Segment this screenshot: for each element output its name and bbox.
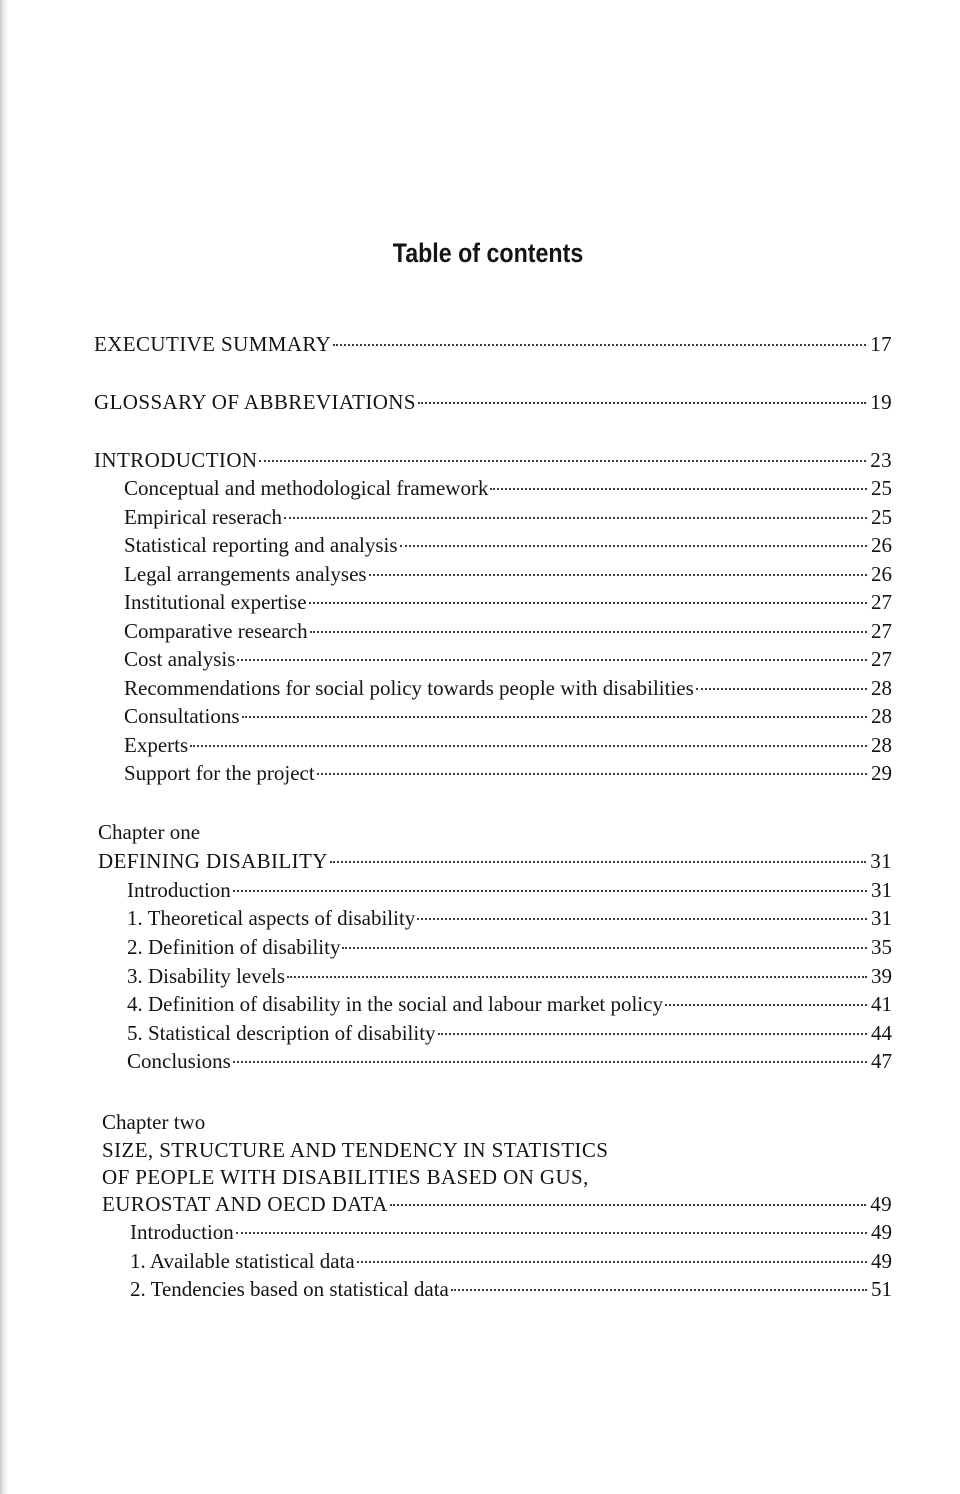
toc-subentry[interactable]	[124, 759, 892, 787]
dot-leader	[490, 488, 867, 490]
toc-page-number: 17	[870, 332, 892, 356]
toc-subentry[interactable]	[124, 503, 892, 531]
toc-entry-label: 3. Disability levels	[127, 964, 286, 988]
dot-leader	[369, 574, 867, 576]
toc-page-number: 35	[871, 935, 892, 959]
toc-entry-label: 1. Available statistical data	[130, 1249, 355, 1273]
toc-entry-glossary[interactable]	[94, 388, 892, 416]
toc-entry-label: Legal arrangements analyses	[124, 562, 367, 586]
toc-entry-label: Experts	[124, 733, 189, 757]
toc-page-number: 49	[871, 1220, 892, 1244]
toc-subentry[interactable]	[124, 588, 892, 616]
toc-page-number: 25	[871, 505, 892, 529]
toc-entry-chapter-heading[interactable]	[102, 1190, 892, 1218]
toc-subentry[interactable]	[124, 531, 892, 559]
toc-entry-label: 5. Statistical description of disability	[127, 1021, 436, 1045]
toc-entry-label: DEFINING DISABILITY	[98, 849, 328, 873]
chapter-label: Chapter one	[98, 820, 201, 844]
toc-page-number: 27	[871, 647, 892, 671]
dot-leader	[236, 1232, 867, 1234]
toc-subentry[interactable]	[127, 1047, 892, 1075]
toc-subentry[interactable]	[130, 1247, 892, 1275]
toc-subentry[interactable]	[124, 674, 892, 702]
toc-subentry[interactable]	[124, 731, 892, 759]
chapter-heading-line: OF PEOPLE WITH DISABILITIES BASED ON GUS,	[102, 1165, 589, 1189]
dot-leader	[342, 947, 867, 949]
toc-page-number: 27	[871, 590, 892, 614]
toc-entry-label: EUROSTAT AND OECD DATA	[102, 1192, 388, 1216]
toc-page-number: 25	[871, 476, 892, 500]
toc-subentry[interactable]	[124, 617, 892, 645]
toc-entry-label: INTRODUCTION	[94, 448, 258, 472]
dot-leader	[309, 602, 867, 604]
toc-entry-label: Empirical reserach	[124, 505, 282, 529]
toc-entry-label: Introduction	[127, 878, 231, 902]
toc-page-number: 23	[870, 448, 892, 472]
toc-subentry[interactable]	[127, 962, 892, 990]
dot-leader	[665, 1004, 867, 1006]
toc-entry-chapter-heading[interactable]	[98, 847, 892, 875]
page-title: Table of contents	[392, 238, 584, 268]
toc-entry-label: Institutional expertise	[124, 590, 307, 614]
dot-leader	[317, 773, 867, 775]
toc-page-number: 31	[870, 849, 892, 873]
toc-page-number: 49	[871, 1249, 892, 1273]
toc-entry-label: Recommendations for social policy towards people with disabilities	[124, 676, 694, 700]
toc-page-number: 47	[871, 1049, 892, 1073]
chapter-heading-line: SIZE, STRUCTURE AND TENDENCY IN STATISTICS	[102, 1138, 609, 1162]
toc-subentry[interactable]	[124, 560, 892, 588]
toc-subentry[interactable]	[130, 1218, 892, 1246]
toc-page-number: 29	[871, 761, 892, 785]
dot-leader	[310, 631, 867, 633]
dot-leader	[438, 1033, 867, 1035]
dot-leader	[390, 1204, 867, 1206]
dot-leader	[330, 861, 866, 863]
toc-page-number: 49	[870, 1192, 892, 1216]
dot-leader	[357, 1261, 867, 1263]
dot-leader	[242, 716, 867, 718]
toc-page-number: 39	[871, 964, 892, 988]
toc-entry-label: Introduction	[130, 1220, 234, 1244]
toc-entry-label: Statistical reporting and analysis	[124, 533, 398, 557]
dot-leader	[418, 402, 866, 404]
dot-leader	[696, 688, 867, 690]
toc-subentry[interactable]	[127, 933, 892, 961]
toc-page-number: 28	[871, 704, 892, 728]
toc-subentry[interactable]	[127, 990, 892, 1018]
toc-subentry[interactable]	[130, 1275, 892, 1303]
toc-entry-label: Comparative research	[124, 619, 308, 643]
dot-leader	[259, 460, 866, 462]
toc-entry-label: 1. Theoretical aspects of disability	[127, 906, 416, 930]
dot-leader	[237, 659, 867, 661]
scanned-page-edge	[0, 0, 8, 1494]
toc-subentry[interactable]	[124, 474, 892, 502]
chapter-label: Chapter two	[102, 1110, 206, 1134]
toc-page-number: 27	[871, 619, 892, 643]
toc-page-number: 26	[871, 533, 892, 557]
toc-subentry[interactable]	[124, 645, 892, 673]
toc-page-number: 31	[871, 906, 892, 930]
toc-subentry[interactable]	[127, 904, 892, 932]
toc-subentry[interactable]	[124, 702, 892, 730]
toc-subentry[interactable]	[127, 1019, 892, 1047]
toc-page-number: 28	[871, 676, 892, 700]
dot-leader	[190, 745, 867, 747]
toc-entry-label: Conceptual and methodological framework	[124, 476, 489, 500]
toc-entry-introduction[interactable]	[94, 446, 892, 474]
dot-leader	[400, 545, 867, 547]
dot-leader	[417, 918, 867, 920]
dot-leader	[233, 1061, 867, 1063]
toc-entry-label: 2. Tendencies based on statistical data	[130, 1277, 449, 1301]
toc-page-number: 44	[871, 1021, 892, 1045]
toc-entry-label: GLOSSARY OF ABBREVIATIONS	[94, 390, 416, 414]
toc-page-number: 51	[871, 1277, 892, 1301]
toc-entry-label: EXECUTIVE SUMMARY	[94, 332, 332, 356]
toc-page-number: 19	[870, 390, 892, 414]
toc-page-number: 26	[871, 562, 892, 586]
toc-entry-executive-summary[interactable]	[94, 330, 892, 358]
toc-entry-label: Cost analysis	[124, 647, 236, 671]
toc-page-number: 31	[871, 878, 892, 902]
dot-leader	[284, 517, 867, 519]
dot-leader	[333, 344, 866, 346]
toc-page-number: 41	[871, 992, 892, 1016]
toc-entry-label: 2. Definition of disability	[127, 935, 341, 959]
dot-leader	[287, 976, 867, 978]
dot-leader	[451, 1289, 867, 1291]
toc-subentry[interactable]	[127, 876, 892, 904]
toc-entry-label: Support for the project	[124, 761, 315, 785]
toc-entry-label: Conclusions	[127, 1049, 231, 1073]
toc-page-number: 28	[871, 733, 892, 757]
dot-leader	[233, 890, 867, 892]
toc-entry-label: Consultations	[124, 704, 240, 728]
toc-entry-label: 4. Definition of disability in the social and labour market policy	[127, 992, 663, 1016]
